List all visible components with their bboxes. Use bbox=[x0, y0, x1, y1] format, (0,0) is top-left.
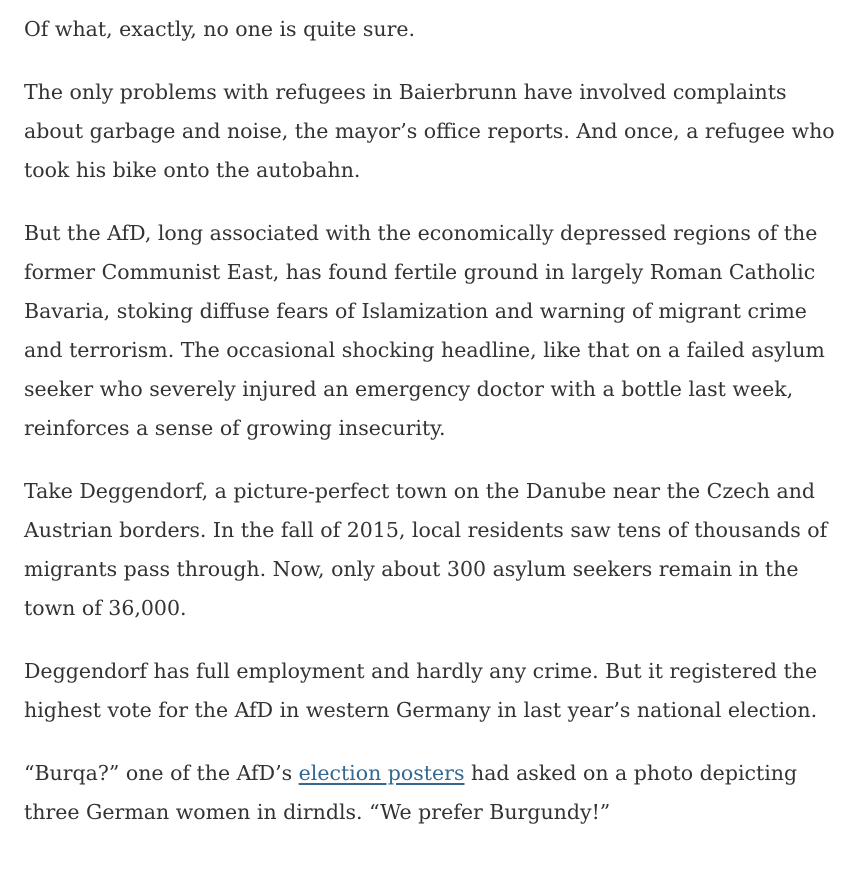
article-body bbox=[24, 10, 844, 856]
paragraph-6-text-before: “Burqa?” one of the AfD’s bbox=[24, 761, 299, 785]
election-posters-link[interactable]: election posters bbox=[298, 761, 465, 785]
paragraph-2: The only problems with refugees in Baierbrunn have involved complaints about garbage and noise, the mayor’s office reports. And once, a refugee who took his bike onto the autobahn. bbox=[24, 80, 835, 182]
paragraph-3: But the AfD, long associated with the economically depressed regions of the former Communist East, has found fertile ground in largely Roman Catholic Bavaria, stoking diffuse fears of Islamization and warning of migrant crime and terrorism. The occasional shocking headline, like that on a failed asylum seeker who severely injured an emergency doctor with a bottle last week, reinforces a sense of growing insecurity. bbox=[24, 221, 825, 440]
paragraph-6-text-after: had asked on a photo depicting three German women in dirndls. “We prefer Burgundy!” bbox=[24, 761, 798, 824]
paragraph-1: Of what, exactly, no one is quite sure. bbox=[24, 17, 416, 41]
paragraph-4: Take Deggendorf, a picture-perfect town on the Danube near the Czech and Austrian borders. In the fall of 2015, local residents saw tens of thousands of migrants pass through. Now, only about 300 asylum seekers remain in the town of 36,000. bbox=[24, 479, 828, 620]
paragraph-6 bbox=[24, 754, 844, 832]
paragraph-5: Deggendorf has full employment and hardly any crime. But it registered the highest vote for the AfD in western Germany in last year’s national election. bbox=[24, 659, 818, 722]
